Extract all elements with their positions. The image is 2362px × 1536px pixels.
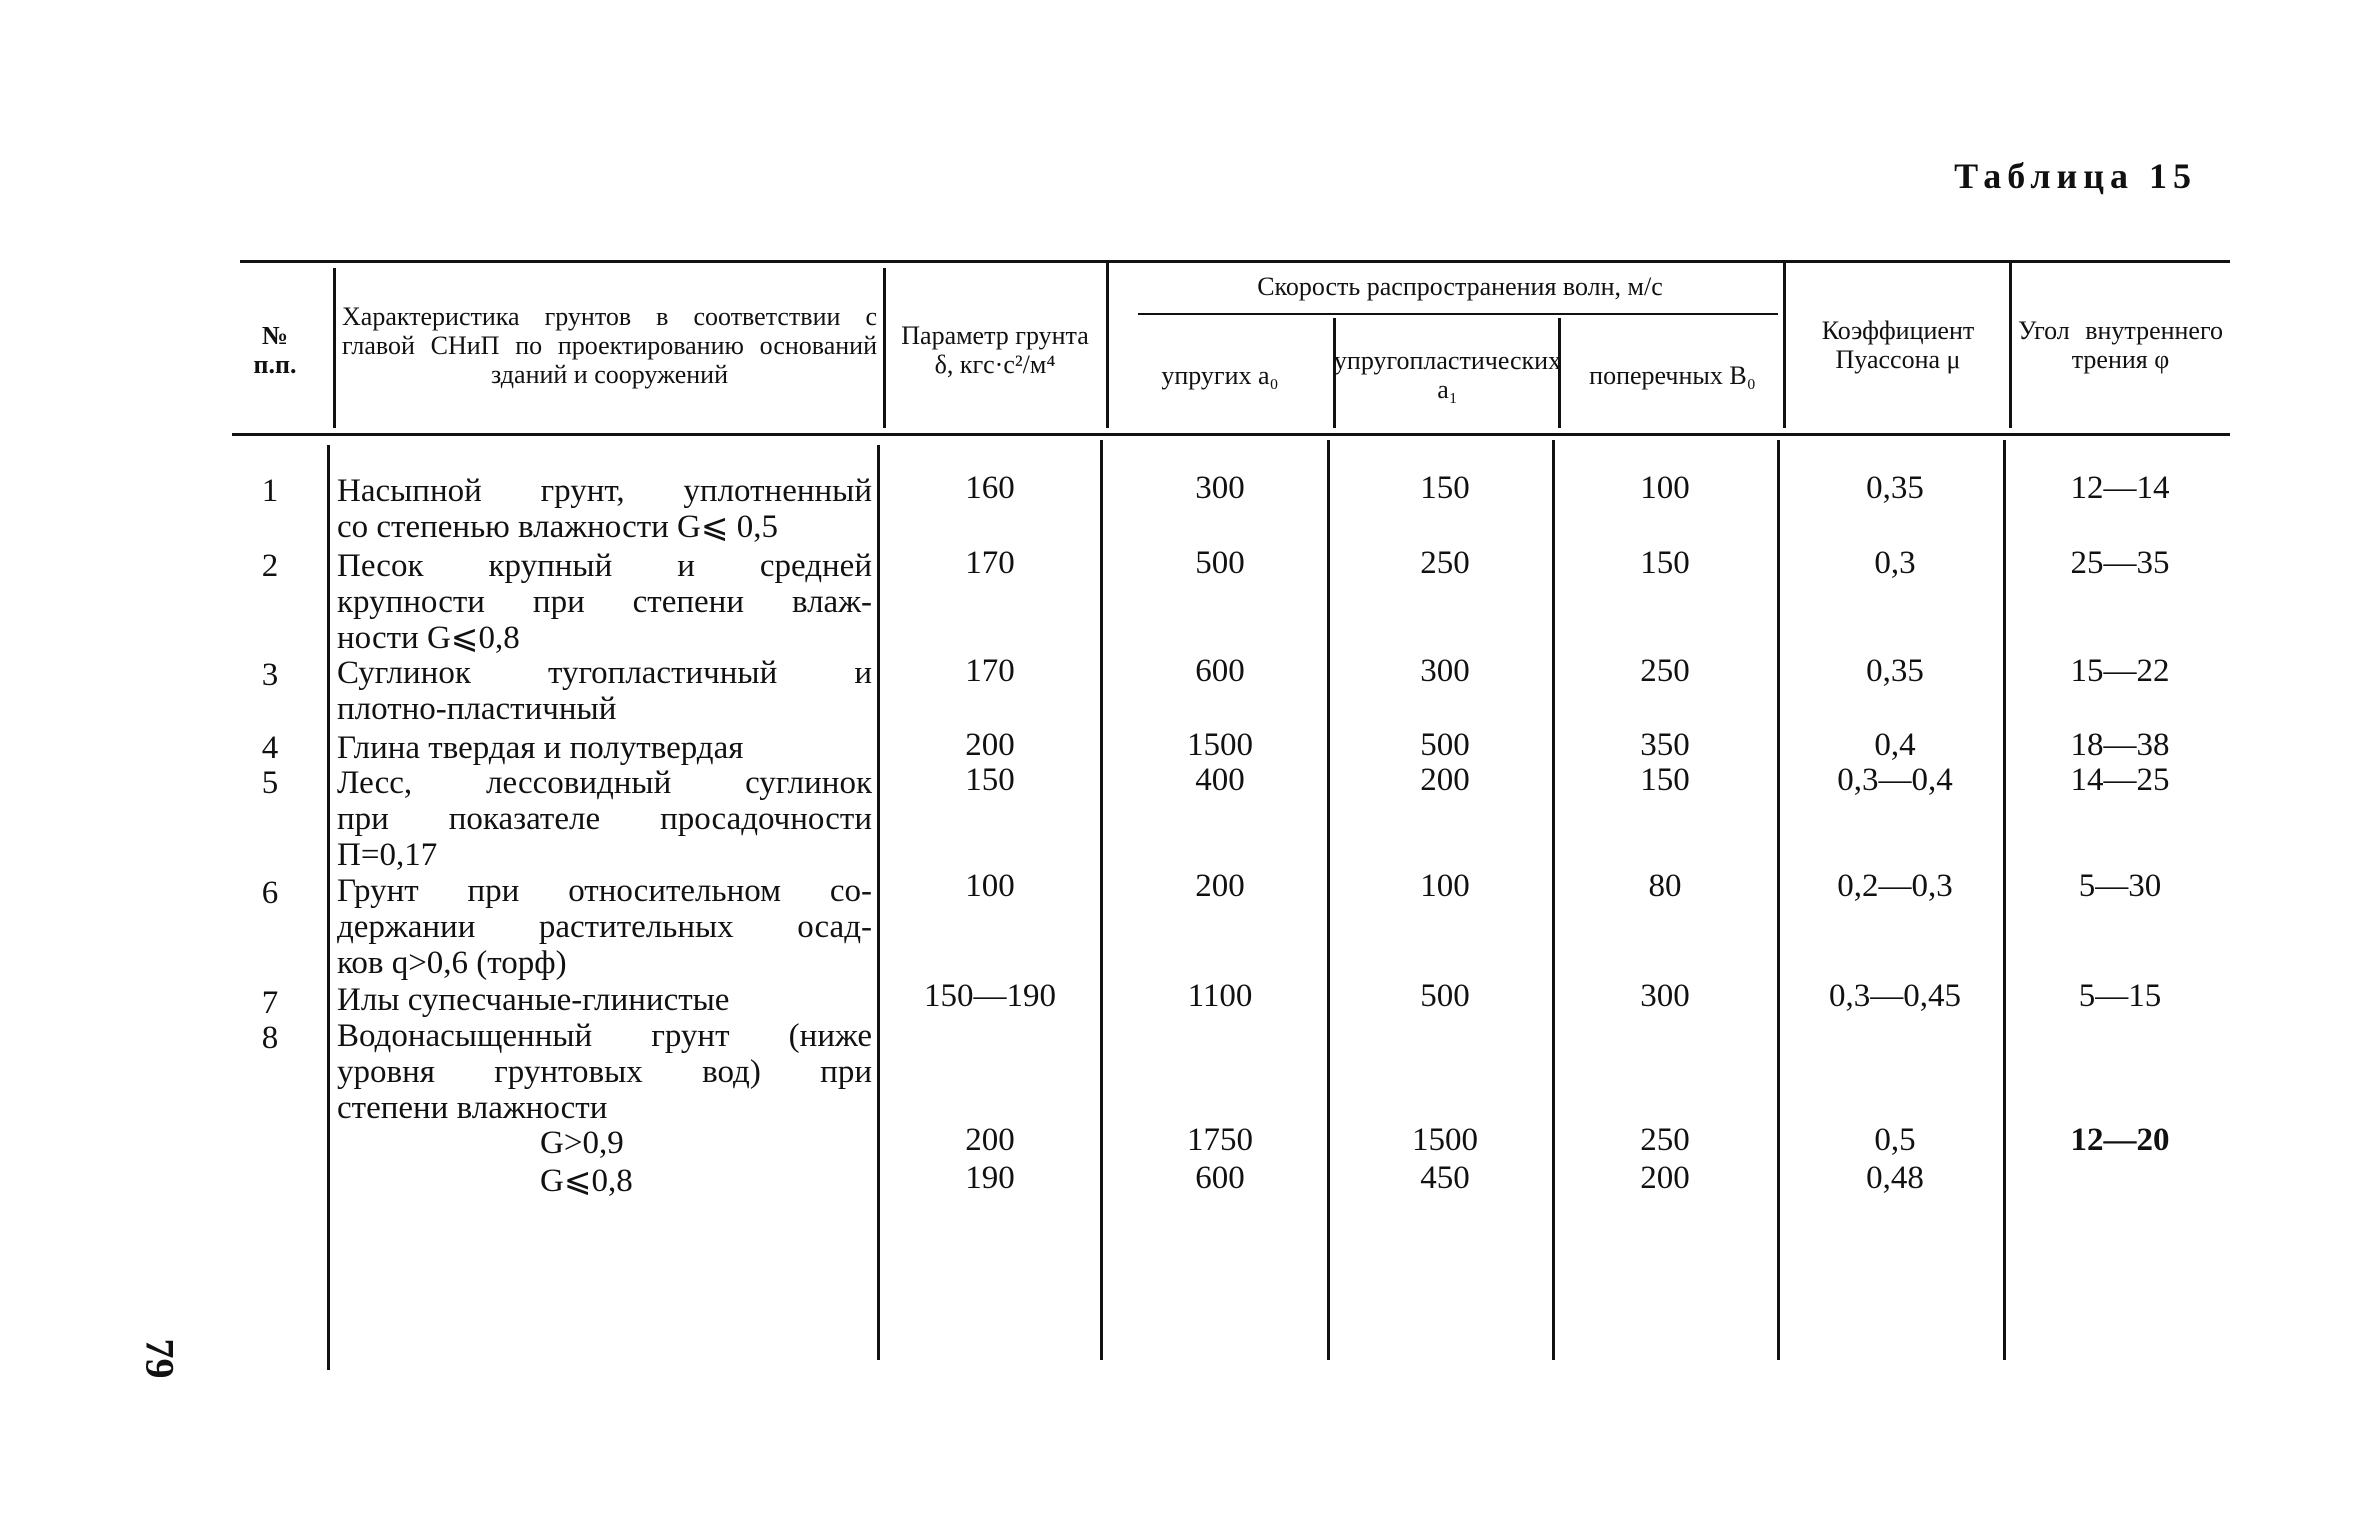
elastic-speed: 600: [1195, 653, 1245, 689]
speed-group-rule: [1138, 313, 1778, 315]
friction-angle: 12—14: [2070, 470, 2170, 506]
row-description: [337, 982, 872, 1018]
body-divider: [1327, 440, 1330, 1360]
header-param: Параметр грунта δ, кгс·с²/м⁴: [901, 321, 1089, 379]
header-elastoplastic: упругопластических a₁: [1333, 346, 1562, 404]
param-value: 150: [965, 762, 1015, 798]
transverse-speed: 250: [1640, 1122, 1690, 1158]
header-divider: [883, 268, 886, 428]
description-line: при показателе просадочности: [337, 801, 872, 837]
poisson-value: 0,4: [1874, 727, 1916, 763]
elastic-speed: 1100: [1187, 978, 1253, 1014]
description-line: степени влажности: [337, 1090, 608, 1126]
transverse-speed: 300: [1640, 978, 1690, 1014]
transverse-speed: 350: [1640, 727, 1690, 763]
row-description: [337, 548, 872, 656]
row-description: [337, 873, 872, 981]
description-line: Песок крупный и средней: [337, 548, 872, 584]
poisson-value: 0,5: [1874, 1122, 1916, 1158]
elastic-speed: 400: [1195, 762, 1245, 798]
row-description: [337, 473, 872, 545]
body-divider: [2003, 440, 2006, 1360]
transverse-speed: 150: [1640, 762, 1690, 798]
elastoplastic-speed: 1500: [1412, 1122, 1478, 1158]
row-description: [337, 1018, 872, 1126]
page-number: 79: [137, 1338, 183, 1379]
description-line: ков q>0,6 (торф): [337, 945, 567, 981]
row-number: 2: [261, 548, 279, 584]
friction-angle: 15—22: [2070, 653, 2170, 689]
header-transverse: поперечных B₀: [1589, 360, 1756, 390]
param-value: 100: [965, 868, 1015, 904]
elastoplastic-speed: 300: [1420, 653, 1470, 689]
header-divider: [333, 268, 336, 428]
body-divider: [327, 445, 330, 1370]
header-speed-group: Скорость распространения волн, м/с: [1257, 271, 1663, 301]
elastoplastic-speed: 200: [1420, 762, 1470, 798]
row-number: 8: [261, 1020, 279, 1056]
header-bottom-rule: [232, 433, 2230, 436]
row-number: 4: [261, 730, 279, 766]
friction-angle: 25—35: [2070, 545, 2170, 581]
elastoplastic-speed: 450: [1420, 1160, 1470, 1196]
header-divider: [2009, 262, 2012, 428]
description-line: Грунт при относительном со-: [337, 873, 872, 909]
poisson-value: 0,35: [1866, 470, 1924, 506]
elastoplastic-speed: 500: [1420, 727, 1470, 763]
row-description: [337, 765, 872, 873]
poisson-value: 0,3—0,45: [1829, 978, 1961, 1014]
description-line: Лесс, лессовидный суглинок: [337, 765, 872, 801]
transverse-speed: 250: [1640, 653, 1690, 689]
transverse-speed: 200: [1640, 1160, 1690, 1196]
description-line: плотно-пластичный: [337, 691, 617, 727]
description-line: уровня грунтовых вод) при: [337, 1054, 872, 1090]
description-line: Водонасыщенный грунт (ниже: [337, 1018, 872, 1054]
table-title: Таблица 15: [1954, 156, 2197, 196]
elastic-speed: 600: [1195, 1160, 1245, 1196]
body-divider: [1777, 440, 1780, 1360]
moisture-condition: G>0,9: [540, 1125, 624, 1161]
poisson-value: 0,48: [1866, 1160, 1924, 1196]
row-number: 5: [261, 765, 279, 801]
description-line: крупности при степени влаж-: [337, 584, 872, 620]
friction-angle: 18—38: [2070, 727, 2170, 763]
body-divider: [1100, 440, 1103, 1360]
elastic-speed: 500: [1195, 545, 1245, 581]
row-number: 6: [261, 875, 279, 911]
header-poisson: Коэффициент Пуассона μ: [1821, 316, 1975, 374]
row-number: 3: [261, 657, 279, 693]
transverse-speed: 150: [1640, 545, 1690, 581]
poisson-value: 0,3: [1874, 545, 1916, 581]
elastoplastic-speed: 150: [1420, 470, 1470, 506]
body-divider: [877, 445, 880, 1360]
description-line: Глина твердая и полутвердая: [337, 730, 744, 766]
description-line: держании растительных осад-: [337, 909, 872, 945]
row-number: 7: [261, 985, 279, 1021]
description-line: ности G⩽0,8: [337, 620, 520, 656]
param-value: 200: [965, 1122, 1015, 1158]
row-description: [337, 655, 872, 727]
transverse-speed: 100: [1640, 470, 1690, 506]
elastic-speed: 1750: [1187, 1122, 1253, 1158]
row-description: [337, 730, 872, 766]
param-value: 190: [965, 1160, 1015, 1196]
param-value: 200: [965, 727, 1015, 763]
friction-angle: 14—25: [2070, 762, 2170, 798]
param-value: 170: [965, 545, 1015, 581]
poisson-value: 0,2—0,3: [1837, 868, 1953, 904]
body-divider: [1552, 440, 1555, 1360]
header-characteristic: Характеристика грунтов в соответствии с главой СНиП по проектированию оснований зданий и сооружений: [342, 301, 877, 389]
description-line: со степенью влажности G⩽ 0,5: [337, 509, 779, 545]
header-friction: Угол внутреннего трения φ: [2018, 316, 2223, 374]
header-divider: [1106, 262, 1109, 428]
description-line: Суглинок тугопластичный и: [337, 655, 872, 691]
description-line: Илы супесчаные-глинистые: [337, 982, 730, 1018]
param-value: 150—190: [924, 978, 1056, 1014]
elastic-speed: 300: [1195, 470, 1245, 506]
param-value: 170: [965, 653, 1015, 689]
elastoplastic-speed: 100: [1420, 868, 1470, 904]
moisture-condition: G⩽0,8: [540, 1163, 633, 1199]
poisson-value: 0,3—0,4: [1837, 762, 1953, 798]
elastoplastic-speed: 500: [1420, 978, 1470, 1014]
header-elastic: упругих a₀: [1161, 360, 1279, 390]
row-number: 1: [261, 473, 279, 509]
transverse-speed: 80: [1648, 868, 1682, 904]
description-line: П=0,17: [337, 837, 438, 873]
friction-angle: 5—30: [2078, 868, 2162, 904]
elastoplastic-speed: 250: [1420, 545, 1470, 581]
friction-angle: 12—20: [2070, 1122, 2170, 1158]
param-value: 160: [965, 470, 1015, 506]
poisson-value: 0,35: [1866, 653, 1924, 689]
header-number: № п.п.: [253, 321, 297, 379]
description-line: Насыпной грунт, уплотненный: [337, 473, 872, 509]
friction-angle: 5—15: [2078, 978, 2162, 1014]
elastic-speed: 200: [1195, 868, 1245, 904]
header-divider: [1783, 262, 1786, 428]
table-top-rule: [240, 260, 2230, 263]
elastic-speed: 1500: [1187, 727, 1253, 763]
